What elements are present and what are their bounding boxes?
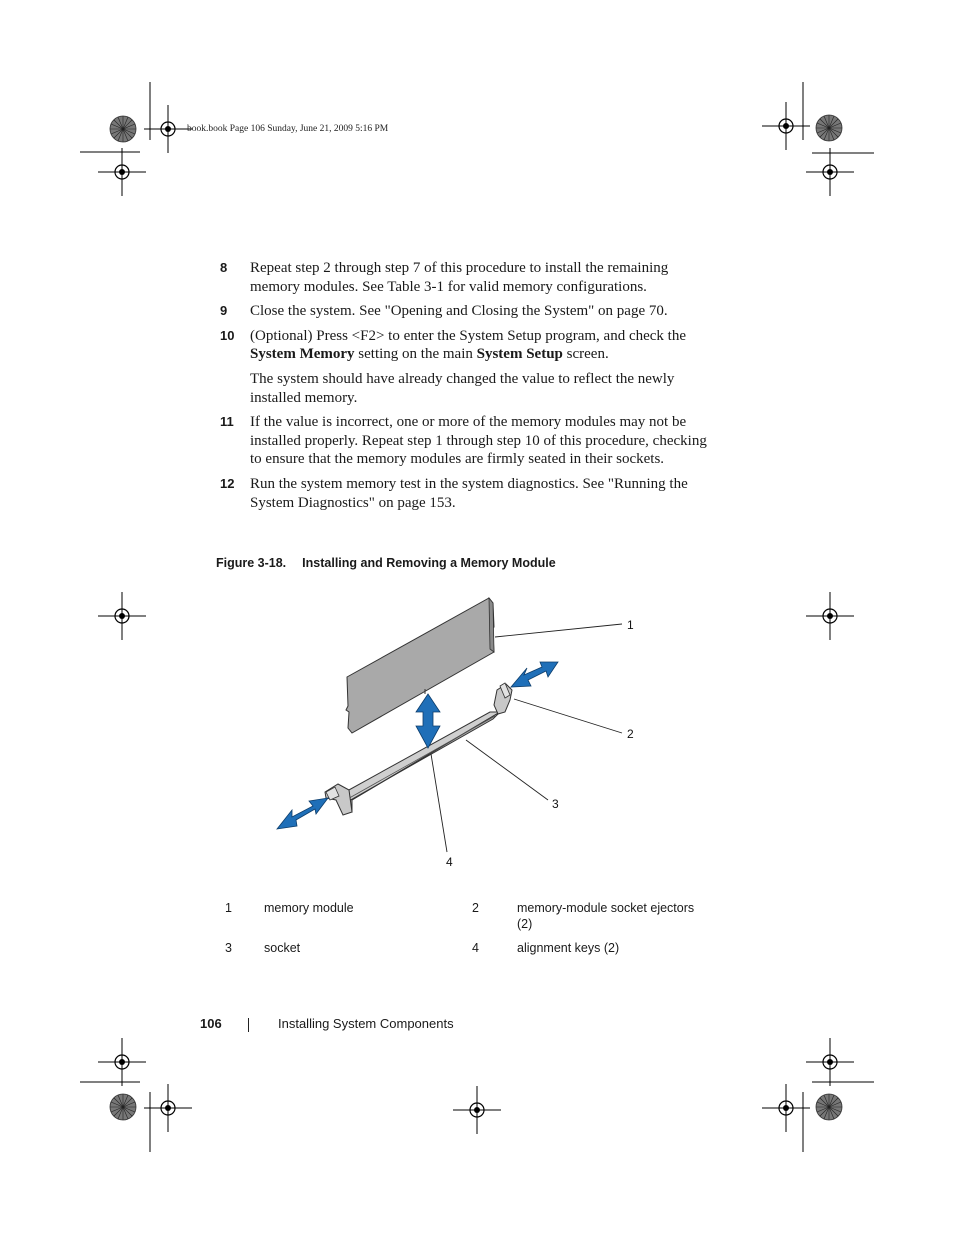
ui-term-system-memory: System Memory [250,346,355,363]
legend-label: socket [264,941,301,955]
book-header-info: book.book Page 106 Sunday, June 21, 2009 5:16 PM [187,124,389,134]
step-number: 10 [220,327,235,343]
page-number: 106 [200,1016,222,1031]
step-number: 12 [220,475,235,491]
legend-label: memory module [264,901,354,915]
figure-label: Figure 3-18. [216,556,287,570]
footer-divider [248,1018,249,1032]
figure-title: Installing and Removing a Memory Module [302,556,556,570]
ejector-arrow-right [511,662,558,687]
chapter-title: Installing System Components [278,1016,454,1031]
step-text-part: screen. [562,346,609,363]
step-text-part: setting on the main [354,346,477,363]
legend-label: alignment keys (2) [517,941,620,955]
step-text-part: (Optional) Press <F2> to enter the System Setup program, and check the [250,327,686,344]
callout-1: 1 [627,618,634,632]
step-text: Close the system. See "Opening and Closing the System" on page 70. [250,303,668,320]
socket-ejector-left [325,784,352,815]
callout-2: 2 [627,727,634,741]
legend-label: memory-module socket ejectors (2) [517,901,695,931]
memory-module [346,598,494,733]
step-number: 11 [220,414,234,430]
legend-num: 2 [472,901,479,915]
step-number: 8 [220,260,228,275]
legend-num: 3 [225,941,232,955]
step-note: The system should have already changed the value to reflect the newly installed memory. [250,370,675,406]
step-text: If the value is incorrect, one or more of the memory modules may not be installed properly. Repeat step 1 through step 10 of this procedure, checking to ensure that the memory modules are firmly seated in their sockets. [250,414,707,468]
callout-4: 4 [446,855,453,869]
step-number: 9 [220,303,228,319]
step-text: Repeat step 2 through step 7 of this procedure to install the remaining memory modules. See Table 3-1 for valid memory configurations. [250,260,669,295]
step-text: Run the system memory test in the system diagnostics. See "Running the System Diagnostics" on page 153. [250,475,688,511]
socket-ejector-right [494,683,512,714]
ejector-arrow-left [277,798,328,829]
legend-num: 1 [225,901,232,915]
callout-3: 3 [552,797,559,811]
vertical-insert-arrow [416,694,440,748]
legend-num: 4 [472,941,479,955]
ui-term-system-setup: System Setup [476,346,563,363]
